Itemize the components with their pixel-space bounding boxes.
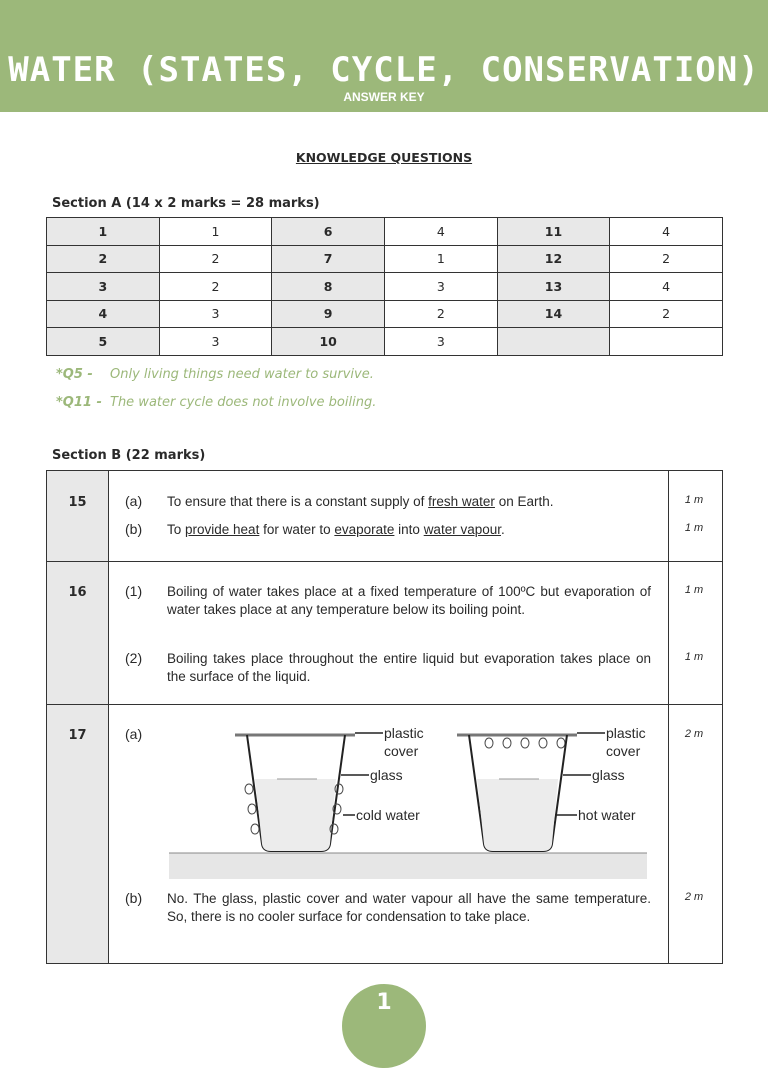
left-glass-label: glass [370, 767, 403, 783]
answer-cell: 2 [384, 300, 497, 328]
question-number-cell: 12 [497, 245, 610, 273]
q17-b-mark: 2 m [684, 891, 704, 903]
q17-b-label: (b) [125, 890, 143, 906]
answer-cell: 1 [159, 218, 272, 246]
answer-cell [610, 328, 723, 356]
question-16-number: 16 [68, 585, 87, 600]
page-subtitle: ANSWER KEY [343, 90, 425, 104]
q17-a-mark: 2 m [684, 728, 704, 740]
page-title: WATER (STATES, CYCLE, CONSERVATION) [8, 50, 760, 90]
q17-a-label: (a) [125, 726, 143, 742]
right-glass-label: glass [592, 767, 625, 783]
question-number-cell: 2 [47, 245, 160, 273]
section-a-answer-table [46, 217, 723, 356]
q15-b-keyword: evaporate [334, 522, 395, 537]
question-number-column [47, 471, 108, 963]
table-surface [169, 853, 647, 879]
question-number-cell: 10 [272, 328, 385, 356]
right-water-label: hot water [578, 807, 636, 823]
answer-cell: 3 [159, 328, 272, 356]
note-q5 [56, 367, 374, 382]
question-15-number: 15 [68, 495, 87, 510]
answer-cell: 2 [610, 245, 723, 273]
question-number-cell: 4 [47, 300, 160, 328]
left-cold-water [255, 779, 336, 851]
q15-b-mark: 1 m [684, 522, 704, 534]
question-number-cell [497, 328, 610, 356]
q15-b-keyword: water vapour [423, 522, 501, 537]
question-number-cell: 8 [272, 273, 385, 301]
question-number-cell: 5 [47, 328, 160, 356]
question-number-cell: 11 [497, 218, 610, 246]
right-glass [457, 725, 646, 851]
page-number-badge [342, 984, 426, 1068]
question-number-cell: 13 [497, 273, 610, 301]
note-q11 [56, 395, 376, 410]
row-divider [47, 561, 722, 562]
note-q11-tag: *Q11 - [56, 395, 102, 410]
column-divider [668, 471, 669, 963]
question-number-cell: 6 [272, 218, 385, 246]
answer-cell: 2 [159, 273, 272, 301]
column-divider [108, 471, 109, 963]
table-row [47, 273, 723, 301]
answer-cell: 3 [384, 273, 497, 301]
q15-a-text: on Earth. [494, 494, 554, 509]
condensation-diagram [167, 719, 647, 889]
q16-1-label: (1) [125, 583, 143, 599]
answer-cell: 2 [610, 300, 723, 328]
knowledge-questions-title: KNOWLEDGE QUESTIONS [295, 150, 473, 165]
answer-cell: 4 [610, 273, 723, 301]
note-q11-text: The water cycle does not involve boiling. [110, 395, 377, 410]
question-number-cell: 9 [272, 300, 385, 328]
q17-b-answer: No. The glass, plastic cover and water vapour all have the same temperature. So, there is no cooler surface for condensation to take place. [167, 891, 651, 924]
answer-cell: 3 [384, 328, 497, 356]
right-hot-water [477, 779, 558, 851]
page-number: 1 [376, 990, 392, 1015]
table-row [47, 300, 723, 328]
q15-b-text: into [394, 522, 424, 537]
note-q5-text: Only living things need water to survive. [110, 367, 374, 382]
q16-2-mark: 1 m [684, 651, 704, 663]
table-row [47, 245, 723, 273]
q16-1-mark: 1 m [684, 584, 704, 596]
right-cover-label-2: cover [606, 743, 641, 759]
question-17-number: 17 [68, 728, 87, 743]
left-glass [235, 725, 424, 851]
table-row [47, 218, 723, 246]
answer-cell: 3 [159, 300, 272, 328]
question-number-cell: 7 [272, 245, 385, 273]
answer-cell: 2 [159, 245, 272, 273]
section-b-heading: Section B (22 marks) [52, 448, 206, 463]
section-b-answer-table [46, 470, 723, 964]
q16-1-answer: Boiling of water takes place at a fixed temperature of 100ºC but evaporation of water takes place at any temperature below its boiling point. [167, 584, 651, 617]
left-cover-label-1: plastic [384, 725, 424, 741]
q15-a-mark: 1 m [684, 494, 704, 506]
q15-a-text: To ensure that there is a constant supply of [167, 494, 429, 509]
row-divider [47, 704, 722, 705]
table-row [47, 328, 723, 356]
q15-b-keyword: provide heat [185, 522, 260, 537]
answer-cell: 4 [610, 218, 723, 246]
q16-2-label: (2) [125, 650, 143, 666]
note-q5-tag: *Q5 - [56, 367, 93, 382]
q15-b-answer [167, 521, 651, 539]
left-cover-label-2: cover [384, 743, 419, 759]
q15-b-text: To [167, 522, 186, 537]
q16-2-answer: Boiling takes place throughout the entire liquid but evaporation takes place on the surface of the liquid. [167, 651, 651, 684]
question-number-cell: 1 [47, 218, 160, 246]
page-header [0, 0, 768, 112]
q15-b-label: (b) [125, 521, 143, 537]
question-number-cell: 3 [47, 273, 160, 301]
left-water-label: cold water [356, 807, 420, 823]
answer-cell: 1 [384, 245, 497, 273]
q15-b-text: . [500, 522, 505, 537]
q15-b-text: for water to [259, 522, 335, 537]
answer-cell: 4 [384, 218, 497, 246]
section-a-heading: Section A (14 x 2 marks = 28 marks) [52, 196, 320, 211]
right-cover-label-1: plastic [606, 725, 646, 741]
right-cover-droplets [485, 738, 565, 748]
question-number-cell: 14 [497, 300, 610, 328]
q15-a-answer [167, 493, 651, 511]
q15-a-keyword: fresh water [428, 494, 495, 509]
q15-a-label: (a) [125, 493, 143, 509]
